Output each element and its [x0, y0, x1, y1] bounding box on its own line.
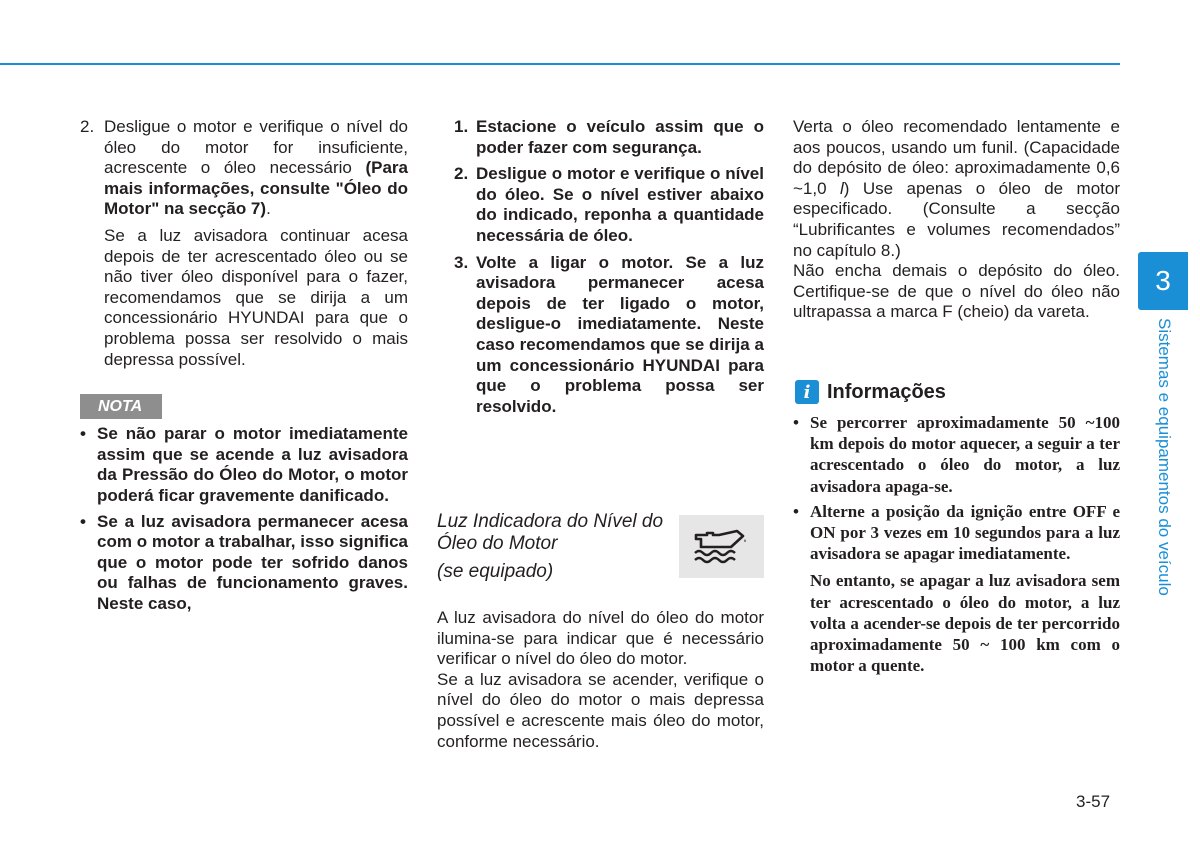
step-text: Estacione o veículo assim que o poder fazer com segurança. — [476, 117, 764, 157]
paragraph: Se a luz avisadora continuar acesa depois de ter acrescentado óleo ou se não tiver óleo disponível para o fazer, recomendamos que se dirija a um concessionário HYUNDAI para que o problema possa ser resolvido o mais depressa possível. — [104, 225, 408, 369]
chapter-title: Sistemas e equipamentos do veículo — [1155, 318, 1174, 596]
step-item — [454, 117, 764, 158]
step-number: 3. — [454, 252, 469, 272]
step-item — [454, 164, 764, 246]
unit-litre: l — [840, 178, 844, 198]
oil-can-level-icon — [693, 529, 751, 565]
info-bullet — [793, 412, 1120, 497]
step-text: Volte a ligar o motor. Se a luz avisadora permanecer acesa depois de ter ligado o motor, desligue-o imediatamente. Neste caso recomendamos que se dirija a um concessionário HYUNDAI para que o problema possa ser resolvido. — [476, 252, 764, 416]
bullet-text: Se percorrer aproximadamente 50 ~100 km depois do motor aquecer, a seguir a ter acrescentado o óleo do motor, a luz avisadora apaga-se. — [810, 413, 1120, 496]
info-title: Informações — [827, 380, 946, 403]
item-text: Desligue o motor e verifique o nível do óleo do motor for insuficiente, acrescente o óleo necessário — [104, 117, 408, 178]
paragraph — [793, 117, 1120, 261]
bullet-dot: • — [80, 511, 86, 531]
list-item-2 — [80, 117, 408, 220]
paragraph: Não encha demais o depósito do óleo. Certifique-se de que o nível do óleo não ultrapassa a marca F (cheio) da vareta. — [793, 261, 1120, 322]
top-rule — [0, 63, 1120, 65]
section-heading — [437, 511, 677, 583]
step-item — [454, 253, 764, 418]
bullet-text: Se não parar o motor imediatamente assim que se acende a luz avisadora da Pressão do Óleo do Motor, o motor poderá ficar gravemente danificado. — [97, 424, 408, 505]
bullet-item — [80, 424, 408, 506]
step-number: 2. — [454, 164, 469, 184]
paragraph-text: Verta o óleo recomendado lentamente e aos poucos, usando um funil. (Capacidade do depósito de óleo: aproximadamente 0,6 ~1,0 — [793, 117, 1120, 198]
bullet-dot: • — [80, 424, 86, 444]
info-icon: i — [795, 380, 819, 404]
oil-level-warning-icon-box — [679, 515, 764, 578]
step-number: 1. — [454, 117, 469, 136]
info-list — [793, 412, 1120, 676]
bullet-dot: • — [793, 413, 799, 432]
info-paragraph: No entanto, se apagar a luz avisadora sem ter acrescentado o óleo do motor, a luz volta a acender-se depois de ter percorrido aproximadamente 50 ~ 100 km com o motor a quente. — [810, 571, 1120, 676]
section-subtitle: (se equipado) — [437, 561, 554, 582]
info-heading — [795, 379, 946, 405]
paragraph: A luz avisadora do nível do óleo do motor ilumina-se para indicar que é necessário verificar o nível do óleo do motor. — [437, 608, 764, 669]
bullet-text: Alterne a posição da ignição entre OFF e ON por 3 vezes em 10 segundos para a luz avisadora se apagar imediatamente. — [810, 501, 1120, 564]
step-text: Desligue o motor e verifique o nível do óleo. Se o nível estiver abaixo do indicado, reponha a quantidade necessária de óleo. — [476, 164, 764, 245]
column-2-body — [437, 608, 764, 752]
bullet-dot: • — [793, 501, 799, 521]
column-2-steps — [454, 117, 764, 423]
paragraph: Se a luz avisadora se acender, verifique o nível do óleo do motor o mais depressa possível e acrescente mais óleo do motor, conforme necessário. — [437, 669, 764, 751]
item-end: . — [266, 199, 271, 219]
nota-badge: NOTA — [80, 394, 162, 419]
bullet-item — [80, 512, 408, 615]
list-number: 2. — [80, 117, 95, 136]
column-3 — [793, 117, 1120, 323]
info-bullet — [793, 501, 1120, 565]
section-title: Luz Indicadora do Nível do Óleo do Motor — [437, 511, 664, 554]
item-bold-ref: (Para mais informações, consulte "Óleo do Motor" na secção 7) — [104, 158, 408, 219]
paragraph-text: ) Use apenas o óleo de motor especificado. (Consulte a secção “Lubrificantes e volumes recomendados” no capítulo 8.) — [793, 178, 1120, 260]
column-1 — [80, 117, 408, 614]
page-number: 3-57 — [1076, 792, 1111, 811]
bullet-text: Se a luz avisadora permanecer acesa com o motor a trabalhar, isso significa que o motor pode ter sofrido danos ou falhas de funcionamento graves. Neste caso, — [97, 511, 408, 613]
chapter-tab: 3 — [1138, 252, 1188, 310]
